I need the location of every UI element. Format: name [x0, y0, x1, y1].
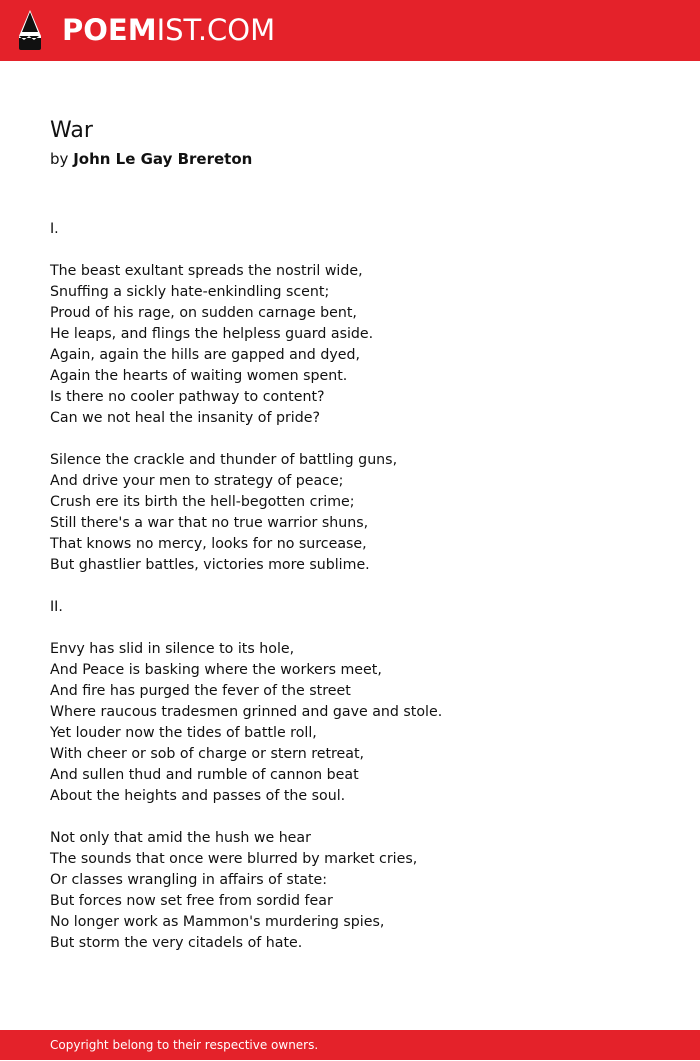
poem-line: Crush ere its birth the hell-begotten crime; — [50, 494, 355, 510]
poem-line: Can we not heal the insanity of pride? — [50, 410, 320, 426]
poem-line: Snuffing a sickly hate-enkindling scent; — [50, 284, 330, 300]
poem-line: Again, again the hills are gapped and dyed, — [50, 347, 360, 363]
poem-line: Envy has slid in silence to its hole, — [50, 641, 295, 657]
poem-line: Is there no cooler pathway to content? — [50, 389, 325, 405]
logo-bold-text: POEM — [62, 13, 157, 47]
poem-line: But forces now set free from sordid fear — [50, 893, 333, 909]
stanza-break — [50, 576, 670, 597]
poem-line: With cheer or sob of charge or stern retreat, — [50, 746, 365, 762]
stanza-break — [50, 429, 670, 450]
byline — [50, 148, 252, 170]
site-header — [0, 0, 700, 61]
poem-line: But storm the very citadels of hate. — [50, 935, 303, 951]
poem-line: The sounds that once were blurred by market cries, — [50, 851, 418, 867]
poem-line: And fire has purged the fever of the street — [50, 683, 351, 699]
poem-line: About the heights and passes of the soul. — [50, 788, 346, 804]
stanza-break — [50, 618, 670, 639]
poem-line: Silence the crackle and thunder of battling guns, — [50, 452, 398, 468]
copyright-text: Copyright belong to their respective owners. — [50, 1038, 319, 1052]
poem-line: I. — [50, 221, 59, 237]
poem-line: Again the hearts of waiting women spent. — [50, 368, 348, 384]
poem-line: That knows no mercy, looks for no surcease, — [50, 536, 367, 552]
poem-line: But ghastlier battles, victories more sublime. — [50, 557, 370, 573]
site-footer — [0, 1030, 700, 1060]
poem-line: And sullen thud and rumble of cannon beat — [50, 767, 359, 783]
poem-body — [50, 219, 670, 954]
stanza-break — [50, 807, 670, 828]
poem-line: Yet louder now the tides of battle roll, — [50, 725, 317, 741]
stanza-break — [50, 240, 670, 261]
author-name: John Le Gay Brereton — [73, 150, 253, 168]
poem-line: No longer work as Mammon's murdering spies, — [50, 914, 385, 930]
poem-line: He leaps, and flings the helpless guard aside. — [50, 326, 374, 342]
poem-line: II. — [50, 599, 63, 615]
poem-title: War — [50, 118, 93, 143]
logo-light-text: IST.COM — [156, 13, 276, 47]
poem-line: Not only that amid the hush we hear — [50, 830, 311, 846]
poem-line: Proud of his rage, on sudden carnage bent, — [50, 305, 357, 321]
site-logo[interactable] — [62, 12, 275, 48]
poem-line: And Peace is basking where the workers meet, — [50, 662, 382, 678]
poem-line: And drive your men to strategy of peace; — [50, 473, 344, 489]
poem-line: Still there's a war that no true warrior shuns, — [50, 515, 369, 531]
by-label: by — [50, 150, 69, 168]
poem-line: Where raucous tradesmen grinned and gave and stole. — [50, 704, 443, 720]
pencil-logo-icon[interactable] — [17, 10, 43, 52]
poem-line: Or classes wrangling in affairs of state: — [50, 872, 328, 888]
poem-line: The beast exultant spreads the nostril wide, — [50, 263, 363, 279]
